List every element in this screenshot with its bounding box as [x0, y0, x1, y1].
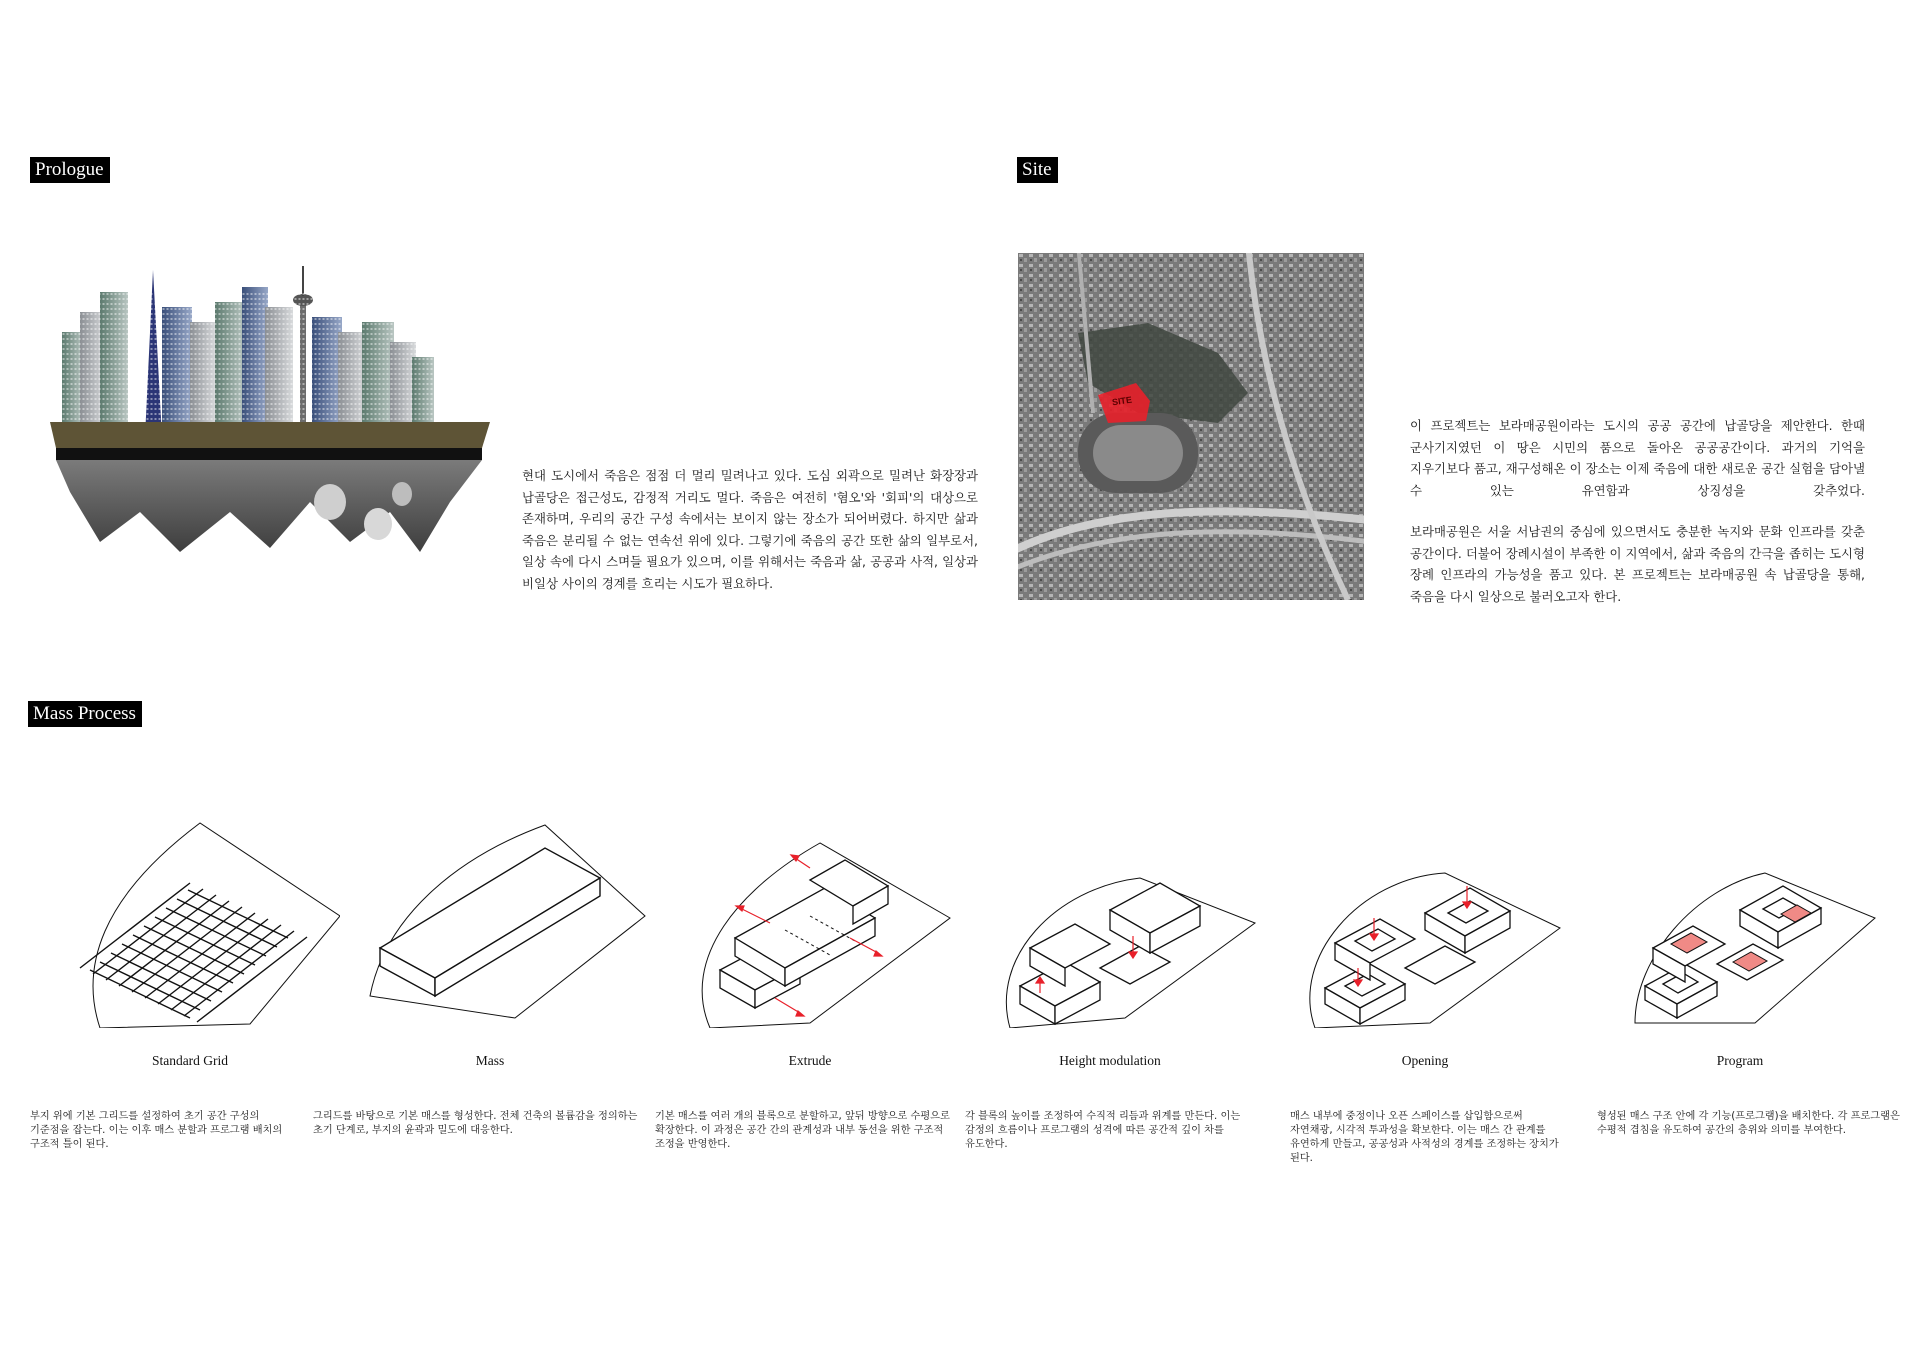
site-aerial-map	[1018, 253, 1364, 600]
step-desc-program: 형성된 매스 구조 안에 각 기능(프로그램)을 배치한다. 각 프로그램은 수평적 겹침을 유도하여 공간의 층위와 의미를 부여한다.	[1597, 1111, 1900, 1136]
step-mass-diagram	[355, 818, 655, 1028]
step-desc-opening: 매스 내부에 중정이나 오픈 스페이스를 삽입함으로써 자연채광, 시각적 투과성을 확보한다. 이는 매스 간 관계를 유연하게 만들고, 공공성과 사적성의 경계를 조정하는 장치가 된다.	[1290, 1111, 1559, 1164]
step-desc-height-modulation: 각 블록의 높이를 조정하여 수직적 리듬과 위계를 만든다. 이는 감정의 흐름이나 프로그램의 성격에 따른 공간적 깊이 차를 유도한다.	[965, 1111, 1241, 1150]
step-title-height-modulation: Height modulation	[1059, 1053, 1161, 1068]
step-standard-grid-diagram	[40, 818, 340, 1028]
step-extrude-diagram	[660, 818, 960, 1028]
step-program-diagram	[1585, 818, 1885, 1028]
step-title-opening: Opening	[1401, 1053, 1449, 1068]
prologue-heading: Prologue	[30, 157, 110, 183]
floating-city-illustration	[50, 262, 490, 558]
prologue-paragraph: 현대 도시에서 죽음은 점점 더 멀리 밀려나고 있다. 도심 외곽으로 밀려난 화장장과 납골당은 접근성도, 감정적 거리도 멀다. 죽음은 여전히 '혐오'와 '회피'의 대상으로 존재하며, 우리의 공간 구성 속에서는 보이지 않는 장소가 되어버렸다. 하지만 삶과 죽음은 분리될 수 없는 연속선 위에 있다. 그렇기에 죽음의 공간 또한 삶의 일부로서, 일상 속에 다시 스며들 필요가 있으며, 이를 위해서는 죽음과 삶, 공공과 사적, 일상과 비일상 사이의 경계를 흐리는 시도가 필요하다.	[522, 468, 978, 591]
site-marker-label: SITE	[1111, 394, 1133, 408]
step-desc-standard-grid: 부지 위에 기본 그리드를 설정하여 초기 공간 구성의 기준점을 잡는다. 이는 이후 매스 분할과 프로그램 배치의 구조적 틀이 된다.	[30, 1111, 283, 1150]
step-title-mass: Mass	[475, 1053, 505, 1068]
step-desc-extrude: 기본 매스를 여러 개의 블록으로 분할하고, 앞뒤 방향으로 수평으로 확장한다. 이 과정은 공간 간의 관계성과 내부 동선을 위한 구조적 조정을 반영한다.	[655, 1111, 950, 1150]
step-title-standard-grid: Standard Grid	[151, 1053, 229, 1068]
step-title-program: Program	[1716, 1053, 1764, 1068]
step-title-extrude: Extrude	[788, 1053, 832, 1068]
mass-process-heading: Mass Process	[28, 701, 142, 727]
step-height-modulation-diagram	[965, 818, 1265, 1028]
site-paragraph-2: 보라매공원은 서울 서남권의 중심에 있으면서도 충분한 녹지와 문화 인프라를 갖춘 공간이다. 더불어 장례시설이 부족한 이 지역에서, 삶과 죽음의 간극을 좁히는 도시형 장례 인프라의 가능성을 품고 있다. 본 프로젝트는 보라매공원 속 납골당을 통해, 죽음을 다시 일상으로 불러오고자 한다.	[1410, 524, 1865, 604]
site-paragraph-1: 이 프로젝트는 보라매공원이라는 도시의 공공 공간에 납골당을 제안한다. 한때 군사기지였던 이 땅은 시민의 품으로 돌아온 공공공간이다. 과거의 기억을 지우기보다 품고, 재구성해온 이 장소는 이제 죽음에 대한 새로운 공간 실험을 담아낼 수 있는 유연함과 상징성을 갖추었다.	[1410, 418, 1865, 498]
step-opening-diagram	[1270, 818, 1570, 1028]
step-desc-mass: 그리드를 바탕으로 기본 매스를 형성한다. 전체 건축의 볼륨감을 정의하는 초기 단계로, 부지의 윤곽과 밀도에 대응한다.	[313, 1111, 638, 1136]
site-heading: Site	[1017, 157, 1058, 183]
